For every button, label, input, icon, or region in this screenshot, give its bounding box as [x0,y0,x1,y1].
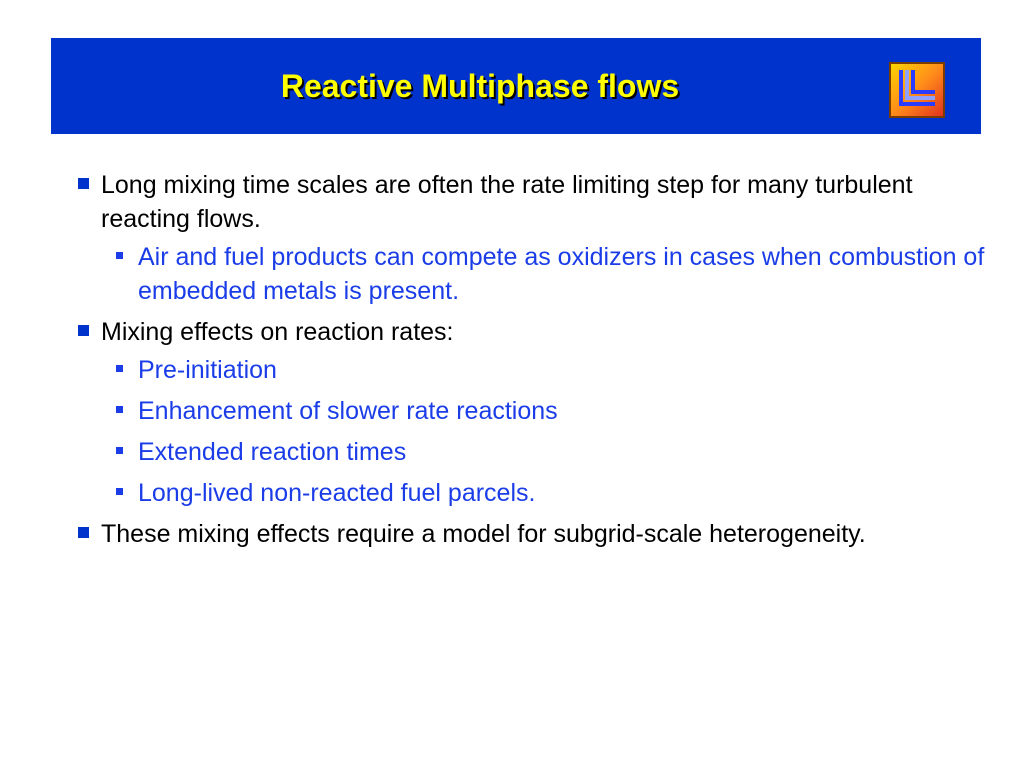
bullet-text: Long mixing time scales are often the rate limiting step for many turbulent reacting flows. [101,171,913,233]
square-bullet-icon [116,488,123,495]
square-bullet-icon [116,447,123,454]
sub-bullet-text: Air and fuel products can compete as oxidizers in cases when combustion of embedded metals is present. [138,243,985,305]
square-bullet-icon [116,365,123,372]
square-bullet-icon [116,252,123,259]
sub-bullet-text: Pre-initiation [138,356,277,384]
square-bullet-icon [78,325,89,336]
sub-bullet-item [76,394,996,428]
sub-bullet-text: Long-lived non-reacted fuel parcels. [138,479,536,507]
bullet-text: These mixing effects require a model for subgrid-scale heterogeneity. [101,520,866,548]
sub-bullet-item [76,353,996,387]
title-bar [51,38,981,134]
bullet-text: Mixing effects on reaction rates: [101,318,454,346]
square-bullet-icon [78,178,89,189]
square-bullet-icon [116,406,123,413]
llnl-logo-icon [889,62,945,118]
sub-bullet-item [76,240,996,308]
bullet-item [76,517,996,551]
sub-bullet-item [76,476,996,510]
bullet-item [76,168,996,236]
sub-bullet-text: Extended reaction times [138,438,407,466]
bullet-item [76,315,996,349]
bullet-list [76,168,996,555]
slide-title: Reactive Multiphase flows [280,68,680,104]
sub-bullet-item [76,435,996,469]
sub-bullet-text: Enhancement of slower rate reactions [138,397,558,425]
square-bullet-icon [78,527,89,538]
